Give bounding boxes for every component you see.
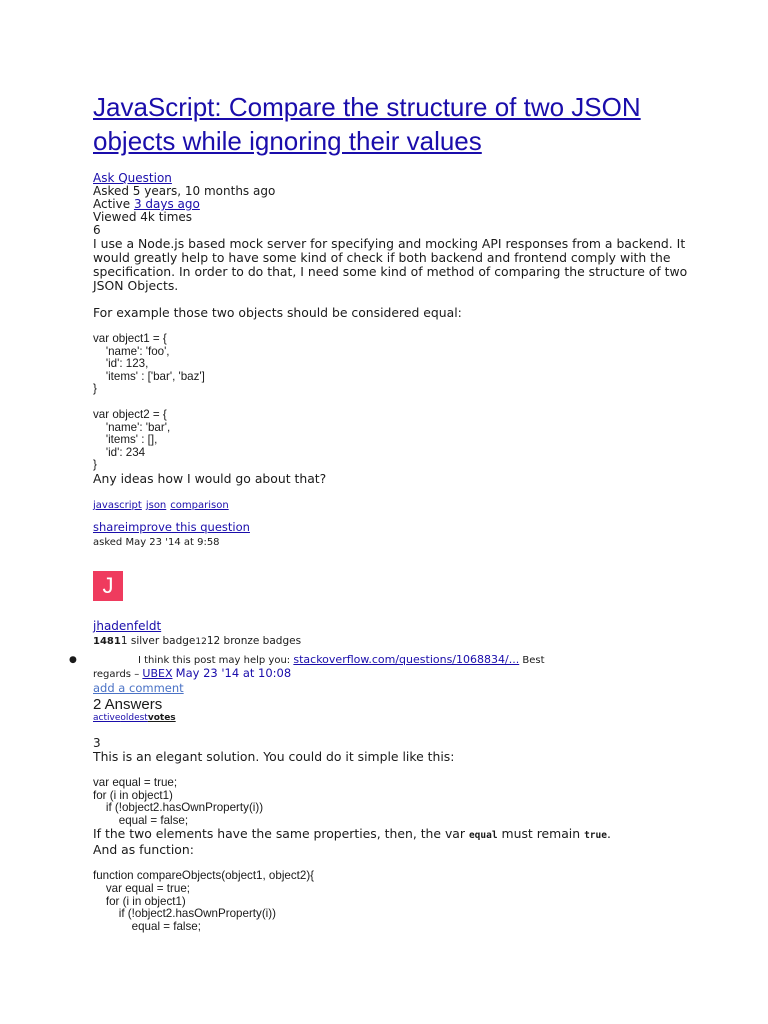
question-vote-count: 6 xyxy=(93,223,101,237)
code-block: var equal = true; for (i in object1) if (!object2.hasOwnProperty(i)) equal = false; xyxy=(93,775,264,827)
inline-code-true: true xyxy=(584,830,607,842)
tag-list xyxy=(93,500,713,511)
user-badges xyxy=(93,635,713,647)
answers-heading: 2 Answers xyxy=(93,695,163,713)
viewed-info: Viewed 4k times xyxy=(93,210,193,224)
asked-info: Asked 5 years, 10 months ago xyxy=(93,184,276,198)
question-title[interactable]: JavaScript: Compare the structure of two JSON objects while ignoring their values xyxy=(93,92,641,156)
comment xyxy=(69,652,713,681)
comment-link[interactable]: stackoverflow.com/questions/1068834/... xyxy=(293,652,520,666)
question-paragraph: Any ideas how I would go about that? xyxy=(93,470,327,486)
avatar[interactable]: J xyxy=(93,571,123,601)
answer-paragraph: This is an elegant solution. You could do it simple like this: xyxy=(93,748,455,764)
bronze-badges: 12 bronze badges xyxy=(206,634,302,647)
page xyxy=(69,90,713,933)
tag-comparison[interactable]: comparison xyxy=(170,499,229,511)
answer-text: If the two elements have the same properties, then, the var xyxy=(93,826,465,842)
silver-badges: 1 silver badge xyxy=(120,634,196,647)
answer-text-end: . xyxy=(606,826,611,842)
tag-json[interactable]: json xyxy=(145,499,167,511)
comment-user-link[interactable]: UBEX xyxy=(142,666,173,680)
comment-regards: regards – xyxy=(93,668,140,680)
answer-paragraph xyxy=(93,827,713,843)
active-label: Active xyxy=(93,197,131,211)
inline-code-equal: equal xyxy=(468,830,498,842)
answer-paragraph: And as function: xyxy=(93,842,194,858)
bullet-icon: ● xyxy=(69,654,77,665)
sort-tabs xyxy=(93,713,713,723)
user-name-link[interactable]: jhadenfeldt xyxy=(93,618,162,633)
comment-date[interactable]: May 23 '14 at 10:08 xyxy=(175,665,292,680)
sort-tab-active[interactable]: active xyxy=(93,712,121,723)
asked-timestamp: asked May 23 '14 at 9:58 xyxy=(93,536,220,548)
question-paragraph: For example those two objects should be considered equal: xyxy=(93,305,462,320)
add-comment-link[interactable]: add a comment xyxy=(93,680,184,695)
active-link[interactable]: 3 days ago xyxy=(133,197,200,211)
tag-javascript[interactable]: javascript xyxy=(93,499,142,511)
code-block: function compareObjects(object1, object2){ var equal = true; for (i in object1) if (!object2.hasOwnProperty(i)) equal = false; xyxy=(93,869,315,933)
comment-text: I think this post may help you: xyxy=(138,654,291,666)
sort-tab-oldest[interactable]: oldest xyxy=(120,712,148,723)
answer-text: must remain xyxy=(501,826,581,842)
comment-text-after: Best xyxy=(522,654,545,666)
reputation: 1481 xyxy=(93,635,121,647)
question-meta xyxy=(93,172,713,237)
question-paragraph: I use a Node.js based mock server for specifying and mocking API responses from a backend. It would greatly help to have some kind of check if both backend and frontend comply with the specification. In order to do that, I need some kind of method of comparing the structure of two JSON Objects. xyxy=(93,236,688,293)
sort-tab-votes[interactable]: votes xyxy=(147,712,176,723)
answer-vote-count: 3 xyxy=(93,735,101,750)
code-block: var object2 = { 'name': 'bar', 'items' : [], 'id': 234 } xyxy=(93,407,171,472)
answer-body xyxy=(93,750,713,933)
ask-question-link[interactable]: Ask Question xyxy=(93,171,172,185)
code-block: var object1 = { 'name': 'foo', 'id': 123, 'items' : ['bar', 'baz'] } xyxy=(93,332,205,396)
question-body xyxy=(93,237,713,486)
share-improve-link[interactable]: shareimprove this question xyxy=(93,519,250,534)
bronze-count: 12 xyxy=(195,636,207,647)
